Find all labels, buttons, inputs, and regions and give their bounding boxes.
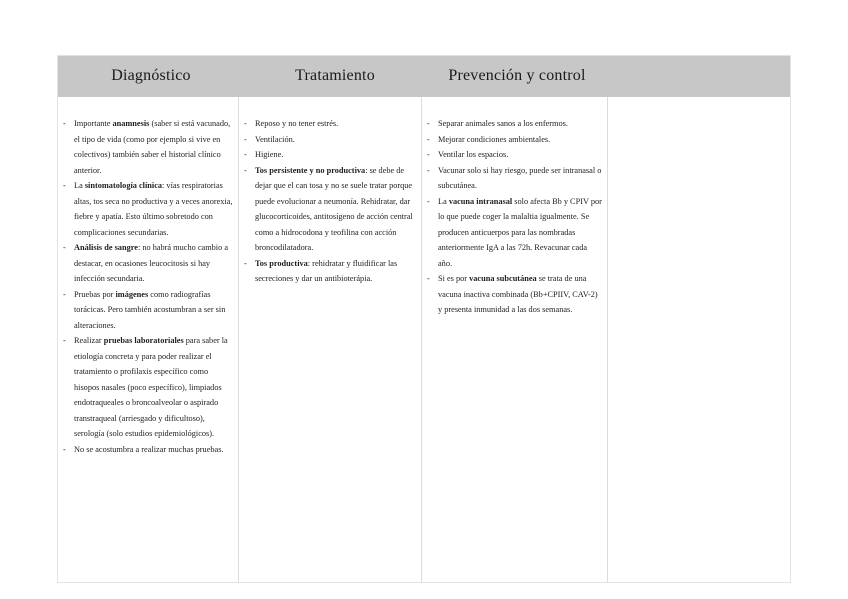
bold-term: sintomatología clínica <box>84 181 163 190</box>
header-tratamiento: Tratamiento <box>295 67 375 84</box>
item-text: se trata de una vacuna inactiva combinada (Bb+CPIIV, CAV-2) y presenta inmunidad a las dos semanas. <box>438 274 598 314</box>
list-item <box>63 442 235 458</box>
bold-term: pruebas laboratoriales <box>103 336 184 345</box>
item-text: : se debe de dejar que el can tosa y no se suele tratar porque puede evolucionar a neumonía. Rehidratar, dar glucocorticoides, antitosígeno de acción central como a hidrocodona y teofilina con acción broncodilatadora. <box>255 165 413 252</box>
item-text: Higiene. <box>255 150 284 159</box>
list-item <box>427 147 602 163</box>
item-text: para saber la etiología concreta y para poder realizar el tratamiento o profilaxis específico como hisopos nasales (poco específico), limpiados endotraqueales o broncoalveolar o aspirado transtraqueal (arriesgado y dificultoso), serología (solo estudios epidemiológicos). <box>74 336 228 438</box>
item-text: Realizar <box>74 336 104 345</box>
item-text: Reposo y no tener estrés. <box>255 119 339 128</box>
header-diagnostico: Diagnóstico <box>111 67 191 84</box>
list-item <box>427 116 602 132</box>
item-text: : no habrá mucho cambio a destacar, en ocasiones leucocitosis si hay infección secundaria. <box>74 243 229 283</box>
list-item <box>244 132 416 148</box>
item-text: No se acostumbra a realizar muchas pruebas. <box>74 444 224 454</box>
item-text: Separar animales sanos a los enfermos. <box>438 119 568 128</box>
item-text: : vías respiratorias altas, tos seca no productiva y a veces anorexia, fiebre y apatía. Esto último sobretodo con complicaciones secundarias. <box>74 181 233 237</box>
item-text: Mejorar condiciones ambientales. <box>438 134 551 144</box>
diagnostico-list <box>63 116 235 457</box>
list-item <box>244 163 416 256</box>
bold-term: vacuna intranasal <box>448 196 513 206</box>
summary-table <box>57 55 791 583</box>
list-item <box>427 271 602 318</box>
header-prevencion: Prevención y control <box>448 67 586 84</box>
list-item <box>427 194 602 272</box>
prevencion-list <box>427 116 602 318</box>
list-item <box>427 132 602 148</box>
item-text: solo afecta Bb y CPIV por lo que puede coger la malaltia igualmente. Se producen anticuerpos para las nombradas anteriormente IgA a las 72h. Revacunar cada año. <box>438 196 602 268</box>
item-text: : rehidratar y fluidificar las secreciones y dar un antibioterápia. <box>255 258 398 283</box>
item-text: La <box>438 196 449 206</box>
item-text: Ventilar los espacios. <box>438 150 509 159</box>
bold-term: Tos persistente y no productiva <box>255 165 366 175</box>
list-item <box>63 333 235 442</box>
bold-term: anamnesis <box>112 119 150 128</box>
item-text: (saber si está vacunado, el tipo de vida (como por ejemplo si vive en colectivos) también saber el historial clínico anterior. <box>74 119 231 175</box>
list-item <box>63 178 235 240</box>
list-item <box>63 287 235 334</box>
item-text: como radiografías torácicas. Pero también acostumbran a ser sin alteraciones. <box>74 289 226 330</box>
item-text: Vacunar solo si hay riesgo, puede ser intranasal o subcutánea. <box>438 165 602 190</box>
column-divider <box>607 97 608 582</box>
list-item <box>244 147 416 163</box>
item-text: Si es por <box>438 274 470 283</box>
bold-term: imágenes <box>115 289 149 299</box>
table-header-row <box>58 56 790 97</box>
list-item <box>63 116 235 178</box>
bold-term: Análisis de sangre <box>74 243 138 252</box>
item-text: La <box>74 181 85 190</box>
tratamiento-list <box>244 116 416 287</box>
item-text: Pruebas por <box>74 289 116 299</box>
item-text: Ventilación. <box>255 134 295 144</box>
column-divider <box>421 97 422 582</box>
list-item <box>427 163 602 194</box>
item-text: Importante <box>74 119 113 128</box>
bold-term: Tos productiva <box>255 258 308 268</box>
list-item <box>63 240 235 287</box>
bold-term: vacuna subcutánea <box>469 274 537 283</box>
column-divider <box>238 97 239 582</box>
list-item <box>244 256 416 287</box>
list-item <box>244 116 416 132</box>
